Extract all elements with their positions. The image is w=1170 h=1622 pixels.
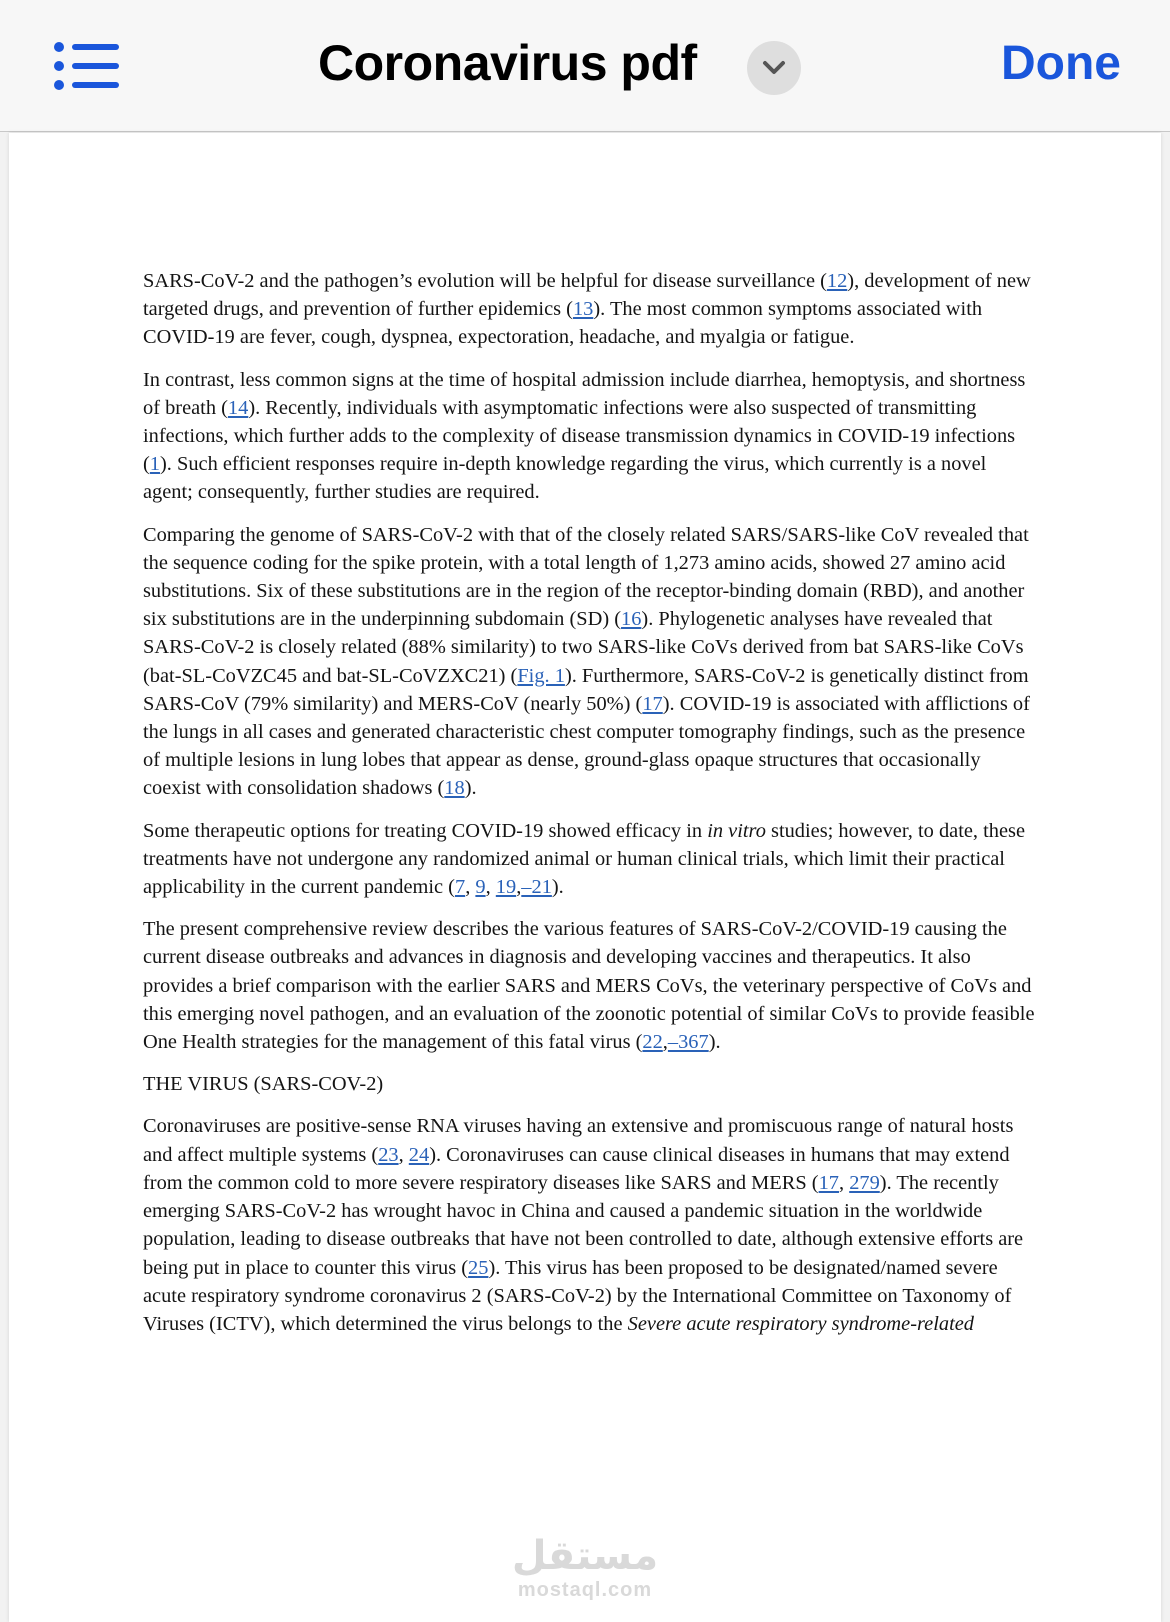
reference-link[interactable]: 23 [378, 1143, 399, 1166]
paragraph: Coronaviruses are positive-sense RNA viruses having an extensive and promiscuous range of natural hosts and affect multiple systems (23, 24). Coronaviruses can cause clinical diseases in humans that may extend from the common cold to more severe respiratory diseases like SARS and MERS (17, 279). The recently emerging SARS-CoV-2 has wrought havoc in China and caused a pandemic situation in the worldwide population, leading to disease outbreaks that have not been controlled to date, although extensive efforts are being put in place to counter this virus (25). This virus has been proposed to be designated/named severe acute respiratory syndrome coronavirus 2 (SARS-CoV-2) by the International Committee on Taxonomy of Viruses (ICTV), which determined the virus belongs to the Severe acute respiratory syndrome-related [143, 1115, 1024, 1335]
reference-link[interactable]: 12 [826, 270, 848, 292]
watermark-logo: مستقل [511, 1533, 659, 1579]
reference-link[interactable]: 14 [227, 396, 249, 419]
watermark [9, 1533, 1161, 1602]
title-menu-button[interactable] [747, 41, 801, 95]
document-title: Coronavirus pdf [318, 35, 697, 91]
reference-link[interactable]: 16 [621, 608, 642, 631]
reference-link[interactable]: 279 [849, 1171, 880, 1194]
list-icon[interactable] [54, 42, 124, 92]
figure-link[interactable]: Fig. 1 [517, 664, 565, 687]
reference-link[interactable]: 22 [642, 1031, 663, 1054]
chevron-down-icon [761, 58, 787, 78]
reference-link[interactable]: 18 [444, 777, 465, 800]
toolbar [0, 0, 1170, 132]
document-body [143, 267, 1035, 1352]
reference-link[interactable]: 25 [468, 1256, 489, 1279]
done-button[interactable]: Done [1001, 37, 1121, 90]
reference-link[interactable]: 17 [818, 1171, 839, 1194]
reference-link[interactable]: 1 [149, 453, 160, 476]
reference-link[interactable]: 24 [408, 1143, 430, 1166]
reference-link[interactable]: 17 [642, 692, 663, 715]
paragraph: SARS-CoV-2 and the pathogen’s evolution will be helpful for disease surveillance (12), development of new targeted drugs, and prevention of further epidemics (13). The most common symptoms associated with COVID-19 are fever, cough, dyspnea, expectoration, headache, and myalgia or fatigue. [143, 270, 1031, 349]
paragraph: Some therapeutic options for treating COVID-19 showed efficacy in in vitro studies; however, to date, these treatments have not undergone any randomized animal or human clinical trials, which limit their practical applicability in the current pandemic (7, 9, 19,–21). [143, 819, 1026, 899]
reference-link[interactable]: 9 [475, 876, 486, 899]
watermark-text: mostaql.com [517, 1579, 653, 1601]
reference-link[interactable]: 19 [495, 876, 517, 899]
reference-link[interactable]: –367 [667, 1031, 709, 1054]
paragraph: The present comprehensive review describes the various features of SARS-CoV-2/COVID-19 causing the current disease outbreaks and advances in diagnosis and developing vaccines and therapeutics. It also provides a brief comparison with the earlier SARS and MERS CoVs, the veterinary perspective of CoVs and this emerging novel pathogen, and an evaluation of the zoonotic potential of similar CoVs to provide feasible One Health strategies for the management of this fatal virus (22,–367). [143, 918, 1035, 1054]
paragraph: Comparing the genome of SARS-CoV-2 with that of the closely related SARS/SARS-like CoV revealed that the sequence coding for the spike protein, with a total length of 1,273 amino acids, showed 27 amino acid substitutions. Six of these substitutions are in the region of the receptor-binding domain (RBD), and another six substitutions are in the underpinning subdomain (SD) (16). Phylogenetic analyses have revealed that SARS-CoV-2 is closely related (88% similarity) to two SARS-like CoVs derived from bat SARS-like CoVs (bat-SL-CoVZC45 and bat-SL-CoVZXC21) (Fig. 1). Furthermore, SARS-CoV-2 is genetically distinct from SARS-CoV (79% similarity) and MERS-CoV (nearly 50%) (17). COVID-19 is associated with afflictions of the lungs in all cases and generated characteristic chest computer tomography findings, such as the presence of multiple lesions in lung lobes that appear as dense, ground-glass opaque structures that occasionally coexist with consolidation shadows (18). [143, 523, 1030, 800]
paragraph: In contrast, less common signs at the time of hospital admission include diarrhea, hemoptysis, and shortness of breath (14). Recently, individuals with asymptomatic infections were also suspected of transmitting infections, which further adds to the complexity of disease transmission dynamics in COVID-19 infections (1). Such efficient responses require in-depth knowledge regarding the virus, which currently is a novel agent; consequently, further studies are required. [143, 368, 1026, 504]
reference-link[interactable]: 7 [454, 876, 466, 899]
reference-link[interactable]: –21 [521, 876, 552, 899]
section-heading: THE VIRUS (SARS-COV-2) [143, 1073, 384, 1096]
pdf-page[interactable] [9, 133, 1161, 1622]
reference-link[interactable]: 13 [572, 298, 594, 321]
